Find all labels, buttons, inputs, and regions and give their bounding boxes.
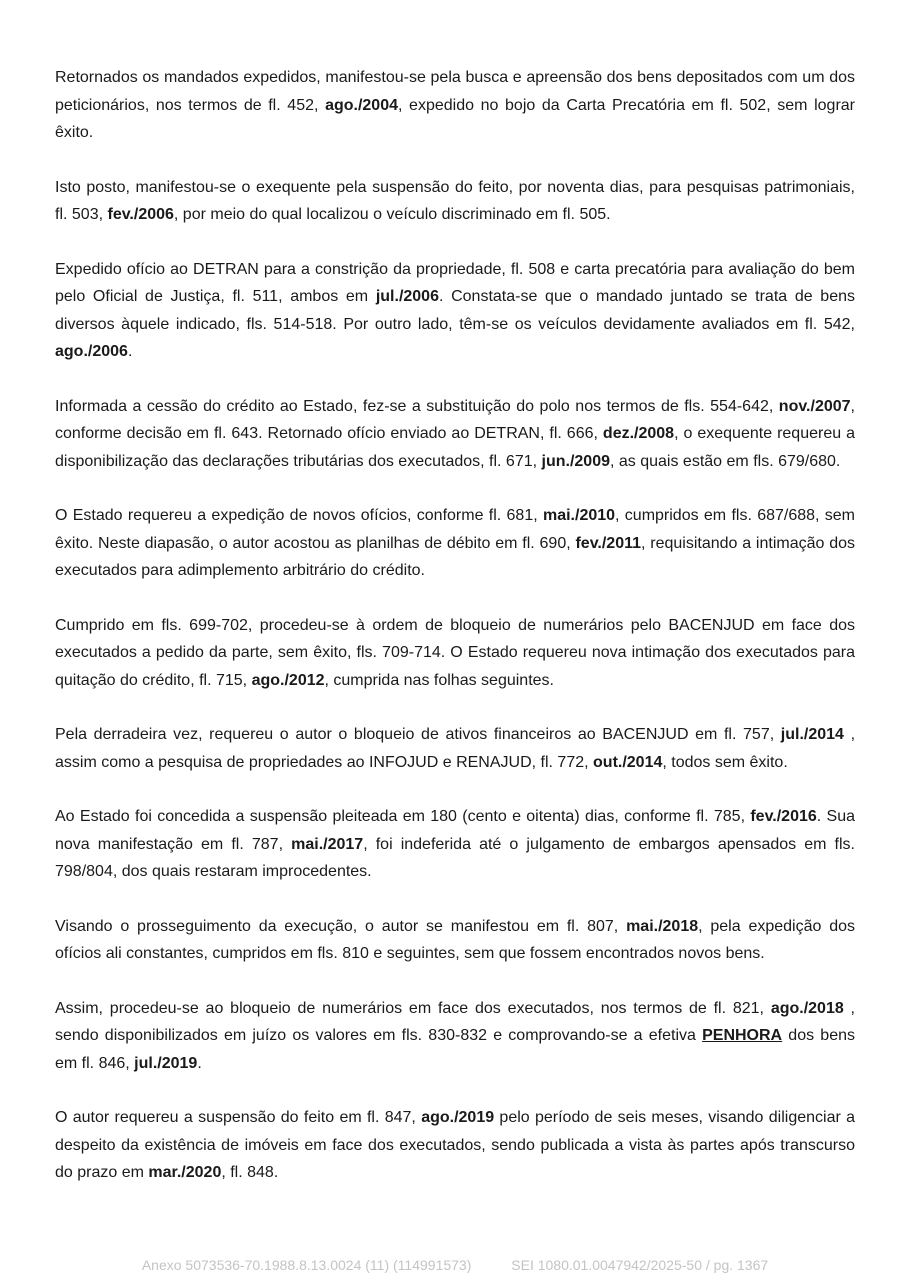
paragraph-text: , conforme decisão em fl. 643. Retornado ofício enviado ao DETRAN, fl. 666, [55, 397, 855, 442]
paragraph-text: , o exequente requereu a disponibilização das declarações tributárias dos executados, fl. 671, [55, 425, 855, 470]
paragraph-text: , requisitando a intimação dos executados para adimplemento arbitrário do crédito. [55, 534, 855, 579]
paragraph-text: Cumprido em fls. 699-702, procedeu-se à ordem de bloqueio de numerários pelo BACENJUD em face dos executados a pedido da parte, sem êxito, fls. 709-714. O Estado requereu nova intimação dos executados para quitação do crédito, fl. 715, [55, 616, 855, 689]
footer-annex-reference: Anexo 5073536-70.1988.8.13.0024 (11) (114991573) [141, 1257, 472, 1273]
emphasized-date: mai./2017 [291, 835, 364, 853]
paragraph-text: Assim, procedeu-se ao bloqueio de numerários em face dos executados, nos termos de fl. 821, [55, 999, 771, 1017]
paragraph-text: . Sua nova manifestação em fl. 787, [55, 808, 856, 853]
body-paragraph [55, 995, 855, 1078]
document-body [55, 64, 855, 1214]
page-footer [0, 1257, 910, 1273]
body-paragraph [55, 913, 855, 968]
body-paragraph [55, 803, 855, 886]
emphasized-date: ago./2018 [770, 999, 844, 1017]
emphasized-date: nov./2007 [778, 397, 851, 415]
emphasized-date: jul./2014 [780, 726, 844, 743]
emphasized-date: ago./2019 [421, 1109, 495, 1126]
body-paragraph [55, 393, 855, 476]
paragraph-text: Retornados os mandados expedidos, manifestou-se pela busca e apreensão dos bens depositados com um dos peticionários, nos termos de fl. 452, [55, 69, 855, 114]
paragraph-text: , por meio do qual localizou o veículo discriminado em fl. 505. [173, 206, 611, 223]
body-paragraph [55, 721, 855, 776]
paragraph-text: , todos sem êxito. [662, 753, 788, 771]
emphasized-date: jul./2006 [375, 288, 439, 305]
footer-sei-reference: SEI 1080.01.0047942/2025-50 / pg. 1367 [511, 1257, 769, 1273]
emphasized-date: jun./2009 [541, 452, 610, 470]
paragraph-text: Visando o prosseguimento da execução, o autor se manifestou em fl. 807, [55, 917, 627, 935]
paragraph-text: , expedido no bojo da Carta Precatória em fl. 502, sem lograr êxito. [55, 96, 856, 141]
paragraph-text: . Constata-se que o mandado juntado se trata de bens diversos àquele indicado, fls. 514-518. Por outro lado, têm-se os veículos devidamente avaliados em fl. 542, [55, 288, 856, 333]
paragraph-text: O Estado requereu a expedição de novos ofícios, conforme fl. 681, [55, 507, 543, 524]
paragraph-text: Isto posto, manifestou-se o exequente pela suspensão do feito, por noventa dias, para pesquisas patrimoniais, fl. 503, [55, 178, 855, 223]
emphasized-date: ago./2012 [251, 671, 325, 689]
paragraph-text: , cumprida nas folhas seguintes. [324, 671, 554, 689]
paragraph-text: , foi indeferida até o julgamento de embargos apensados em fls. 798/804, dos quais restaram improcedentes. [55, 835, 856, 880]
paragraph-text: , pela expedição dos ofícios ali constantes, cumpridos em fls. 810 e seguintes, sem que fossem encontrados novos bens. [55, 917, 855, 962]
paragraph-text: O autor requereu a suspensão do feito em fl. 847, [55, 1109, 422, 1126]
paragraph-text: , fl. 848. [221, 1164, 279, 1181]
paragraph-text: . [197, 1054, 202, 1072]
body-paragraph [55, 64, 855, 147]
paragraph-text: pelo período de seis meses, visando diligenciar a despeito da existência de imóveis em face dos executados, sendo publicada a vista às partes após transcurso do prazo em [55, 1109, 856, 1181]
paragraph-text: , sendo disponibilizados em juízo os valores em fls. 830-832 e comprovando-se a efetiva [55, 999, 856, 1044]
emphasized-date: fev./2016 [750, 808, 817, 825]
paragraph-text: Pela derradeira vez, requereu o autor o bloqueio de ativos financeiros ao BACENJUD em fl. 757, [55, 726, 781, 743]
body-paragraph [55, 256, 855, 366]
emphasized-date: jul./2019 [134, 1054, 198, 1072]
emphasized-date: out./2014 [593, 753, 663, 771]
emphasized-date: mai./2018 [626, 917, 699, 935]
emphasized-date: dez./2008 [602, 425, 675, 442]
paragraph-text: . [127, 343, 133, 360]
body-paragraph [55, 1104, 855, 1187]
emphasized-date: ago./2004 [325, 96, 398, 114]
paragraph-text: Informada a cessão do crédito ao Estado, fez-se a substituição do polo nos termos de fls. 554-642, [55, 397, 779, 415]
emphasized-date: fev./2011 [575, 534, 642, 552]
body-paragraph [55, 174, 855, 229]
body-paragraph [55, 612, 855, 695]
paragraph-text: , cumpridos em fls. 687/688, sem êxito. Neste diapasão, o autor acostou as planilhas de débito em fl. 690, [55, 507, 856, 552]
body-paragraph [55, 502, 855, 585]
paragraph-text: dos bens em fl. 846, [55, 1027, 855, 1072]
paragraph-text: Expedido ofício ao DETRAN para a constrição da propriedade, fl. 508 e carta precatória para avaliação do bem pelo Oficial de Justiça, fl. 511, ambos em [55, 260, 855, 305]
emphasized-date: mar./2020 [148, 1164, 222, 1181]
emphasized-date: fev./2006 [107, 206, 174, 223]
emphasized-date: mai./2010 [542, 507, 616, 524]
emphasized-date: ago./2006 [55, 343, 128, 360]
emphasized-term: PENHORA [702, 1027, 783, 1044]
paragraph-text: , assim como a pesquisa de propriedades ao INFOJUD e RENAJUD, fl. 772, [55, 726, 856, 771]
paragraph-text: , as quais estão em fls. 679/680. [610, 452, 841, 470]
paragraph-text: Ao Estado foi concedida a suspensão pleiteada em 180 (cento e oitenta) dias, conforme fl. 785, [55, 808, 751, 825]
